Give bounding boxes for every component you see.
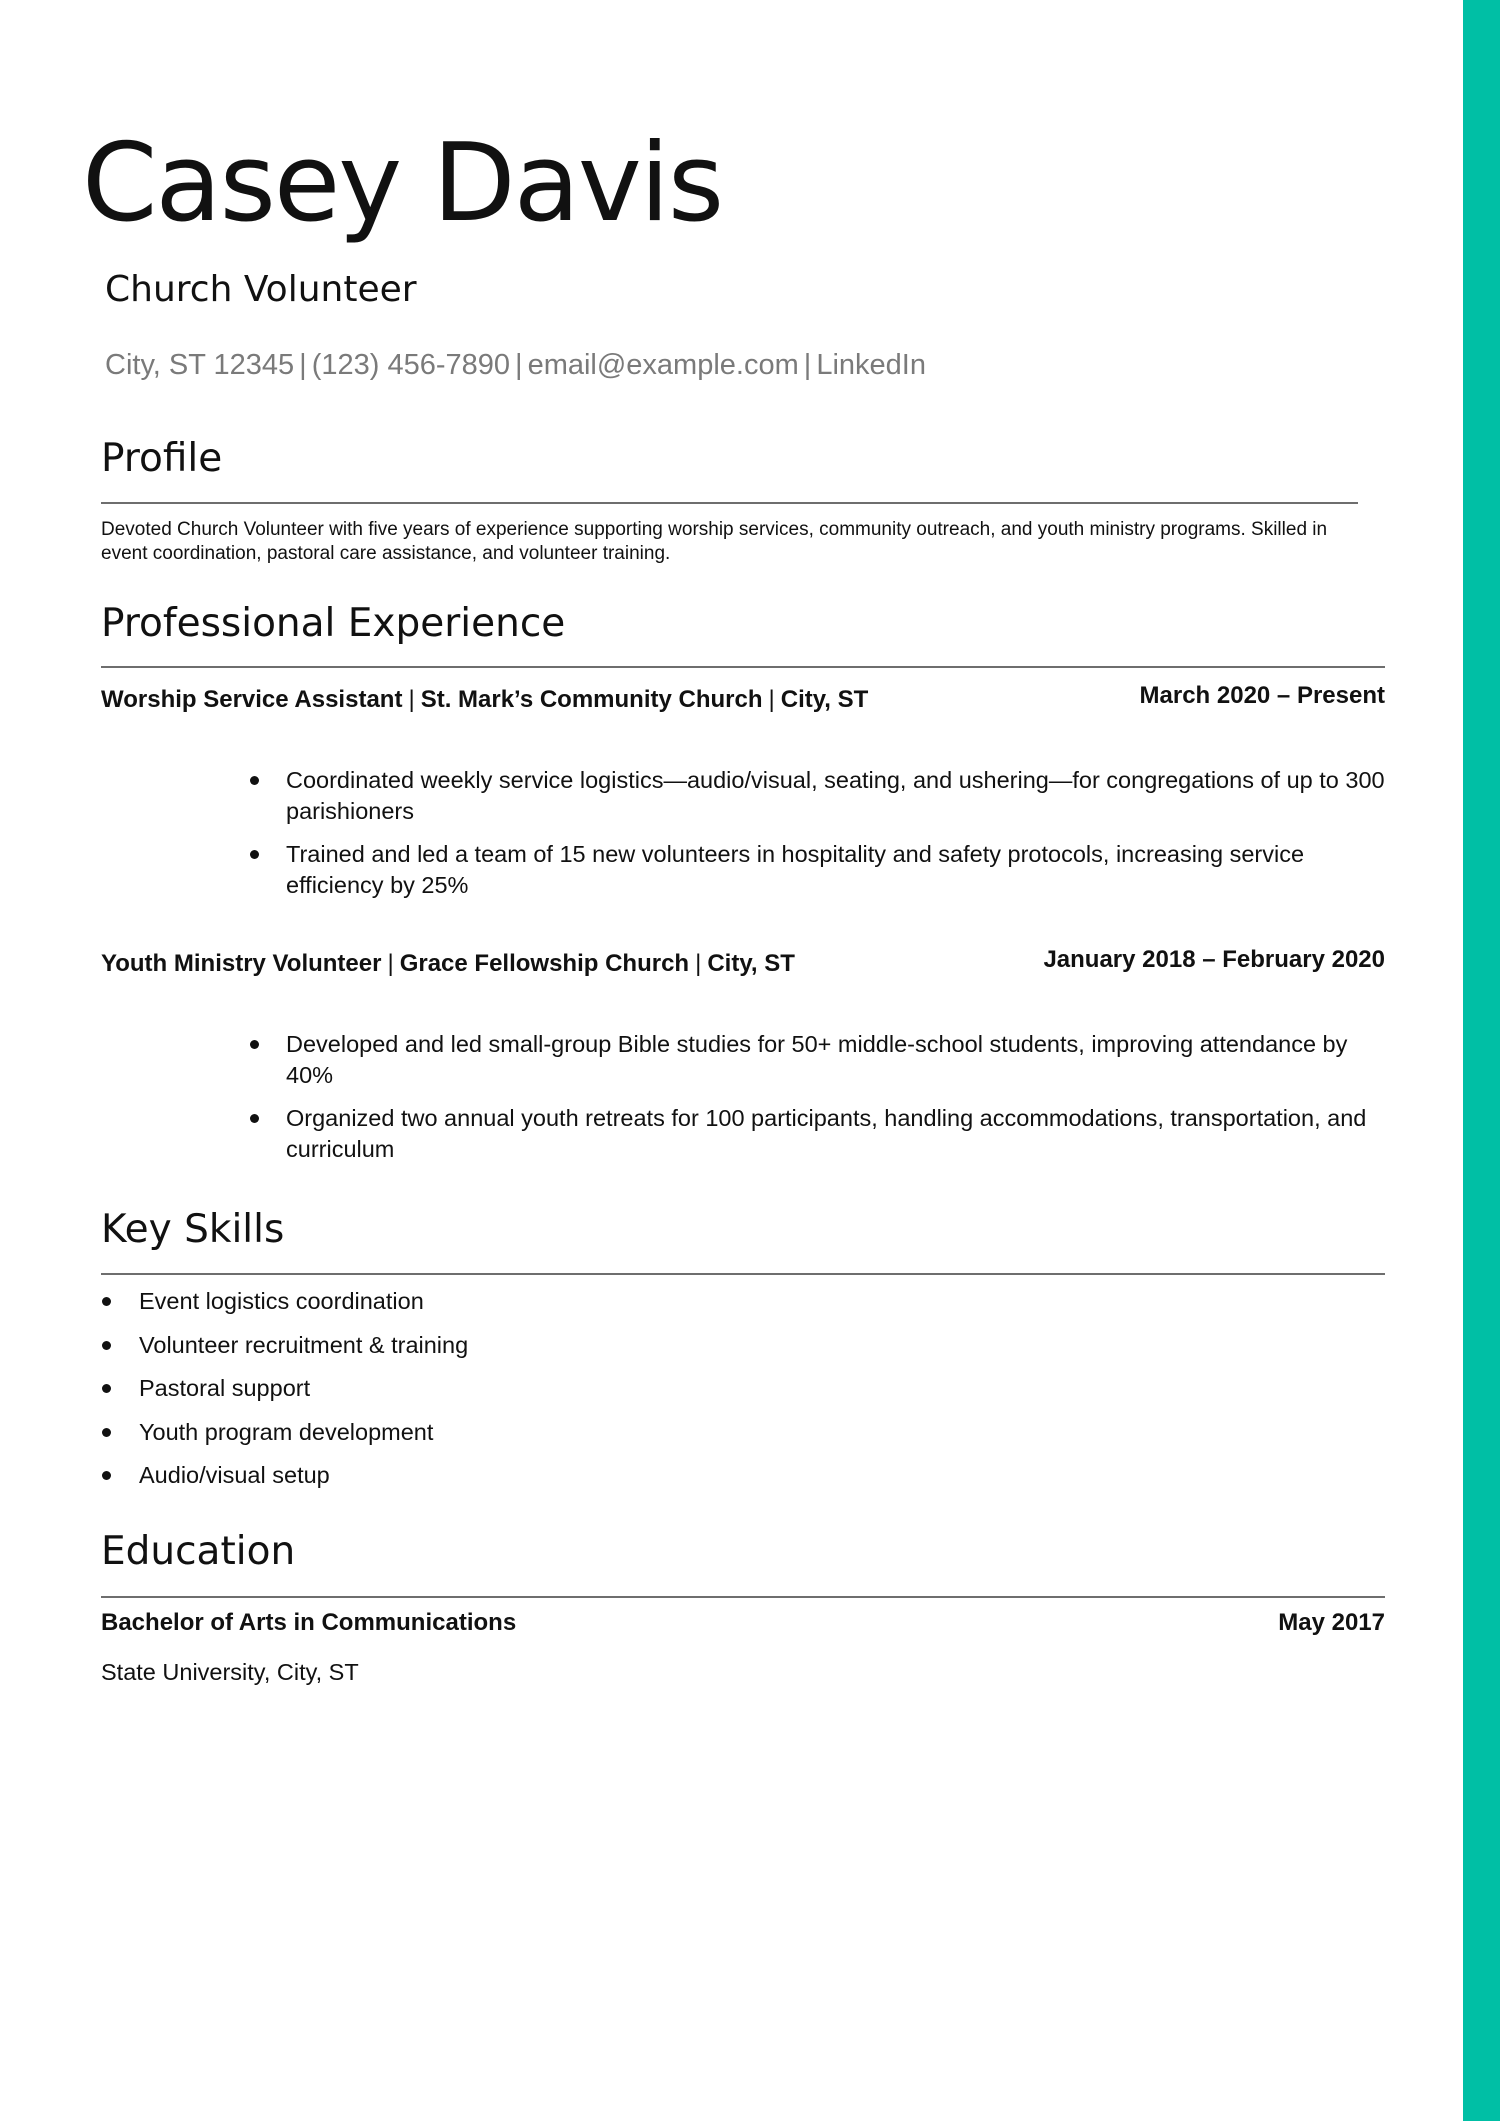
job-separator: |: [695, 950, 702, 977]
contact-separator: |: [803, 349, 812, 381]
bullet-icon: [250, 776, 259, 785]
job-role: Worship Service Assistant: [101, 686, 403, 713]
contact-separator: |: [299, 349, 307, 381]
job-separator: |: [408, 686, 415, 713]
job-organization: Grace Fellowship Church: [399, 950, 690, 977]
skill-item: [101, 1285, 468, 1329]
skill-text: Event logistics coordination: [139, 1288, 424, 1314]
job-bullet-text: Coordinated weekly service logistics—audio/visual, seating, and ushering—for congregations of up to 300 parishioners: [286, 767, 1385, 824]
contact-linkedin-link[interactable]: LinkedIn: [816, 349, 926, 381]
job-dates: March 2020 – Present: [1139, 682, 1385, 709]
skill-text: Audio/visual setup: [139, 1462, 330, 1488]
bullet-icon: [102, 1297, 111, 1306]
experience-divider: [101, 666, 1385, 668]
skill-item: [101, 1329, 468, 1373]
accent-side-bar: [1463, 0, 1500, 2121]
contact-address: City, ST 12345: [105, 349, 295, 381]
skill-item: [101, 1372, 468, 1416]
bullet-icon: [102, 1471, 111, 1480]
job-bullet-list: [250, 1029, 1386, 1177]
job-bullet-text: Trained and led a team of 15 new volunteers in hospitality and safety protocols, increasing service efficiency by 25%: [286, 841, 1305, 898]
profile-summary: Devoted Church Volunteer with five years of experience supporting worship services, community outreach, and youth ministry programs. Skilled in event coordination, pastoral care assistance, and volunteer training.: [101, 519, 1328, 564]
degree-title: Bachelor of Arts in Communications: [101, 1609, 517, 1636]
job-title: Church Volunteer: [105, 269, 417, 310]
job-bullet-text: Organized two annual youth retreats for 100 participants, handling accommodations, transportation, and curriculum: [286, 1105, 1367, 1162]
bullet-icon: [250, 1114, 259, 1123]
job-bullet-text: Developed and led small-group Bible studies for 50+ middle-school students, improving attendance by 40%: [286, 1031, 1348, 1088]
bullet-icon: [102, 1341, 111, 1350]
contact-email[interactable]: email@example.com: [527, 349, 799, 381]
skill-text: Pastoral support: [139, 1375, 311, 1401]
job-location: City, ST: [707, 950, 795, 977]
job-dates: January 2018 – February 2020: [1043, 946, 1385, 973]
skill-item: [101, 1416, 468, 1460]
job-bullet: [250, 1103, 1386, 1165]
job-bullet: [250, 1029, 1386, 1091]
skill-item: [101, 1459, 468, 1503]
profile-divider: [101, 502, 1358, 504]
bullet-icon: [250, 1040, 259, 1049]
job-header: [101, 946, 1385, 980]
job-location: City, ST: [780, 686, 869, 713]
skill-text: Youth program development: [139, 1418, 434, 1445]
education-heading: Education: [101, 1529, 296, 1574]
skills-heading: Key Skills: [101, 1207, 285, 1252]
candidate-name: Casey Davis: [82, 121, 723, 246]
skills-list: [101, 1285, 468, 1503]
contact-separator: |: [515, 349, 523, 381]
education-row: [101, 1609, 1385, 1643]
skill-text: Volunteer recruitment & training: [139, 1331, 469, 1358]
job-bullet: [250, 765, 1386, 827]
job-bullet: [250, 839, 1386, 901]
graduation-date: May 2017: [1278, 1609, 1385, 1636]
bullet-icon: [102, 1428, 111, 1437]
job-header: [101, 682, 1385, 716]
bullet-icon: [102, 1384, 111, 1393]
job-role: Youth Ministry Volunteer: [101, 950, 382, 977]
education-divider: [101, 1596, 1385, 1598]
job-separator: |: [387, 950, 394, 977]
skills-divider: [101, 1273, 1385, 1275]
bullet-icon: [250, 850, 259, 859]
job-separator: |: [768, 686, 775, 713]
contact-phone: (123) 456-7890: [311, 349, 511, 381]
contact-line: [105, 349, 926, 382]
profile-heading: Profile: [101, 436, 223, 481]
school-name: State University, City, ST: [101, 1659, 359, 1685]
job-organization: St. Mark’s Community Church: [420, 686, 763, 713]
experience-heading: Professional Experience: [101, 601, 566, 646]
job-bullet-list: [250, 765, 1386, 913]
